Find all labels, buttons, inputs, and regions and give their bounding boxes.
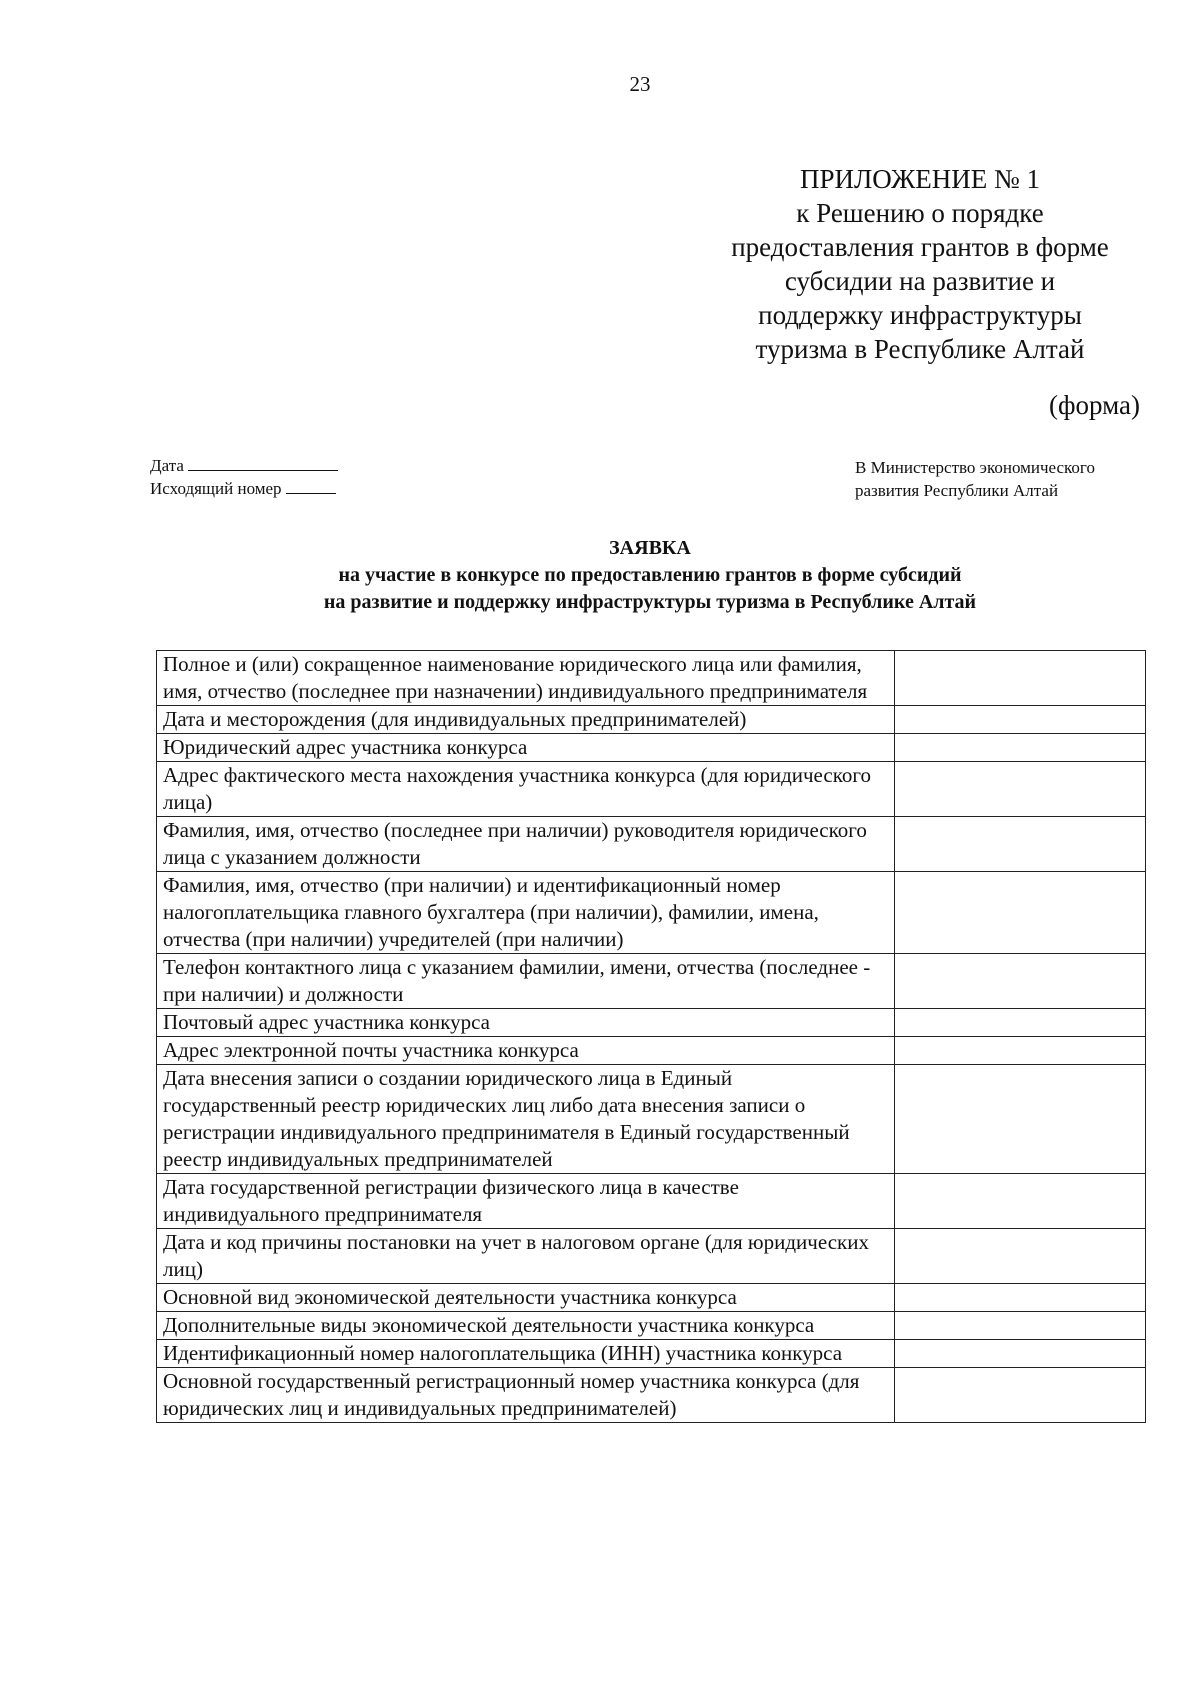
field-value-cell[interactable] (895, 1009, 1146, 1037)
field-value-cell[interactable] (895, 651, 1146, 706)
application-form-table (156, 650, 1146, 1423)
field-value-cell[interactable] (895, 762, 1146, 817)
recipient-line: развития Республики Алтай (855, 481, 1059, 500)
field-label: Идентификационный номер налогоплательщика (ИНН) участника конкурса (157, 1340, 895, 1368)
field-label: Основной государственный регистрационный номер участника конкурса (для юридических лиц и индивидуальных предпринимателей) (157, 1368, 895, 1423)
outgoing-number-label: Исходящий номер (150, 479, 282, 498)
page-number: 23 (629, 72, 651, 96)
table-row (157, 1312, 1146, 1340)
field-label: Дата государственной регистрации физического лица в качестве индивидуального предпринимателя (157, 1174, 895, 1229)
title-heading: ЗАЯВКА (609, 537, 691, 559)
field-value-cell[interactable] (895, 1229, 1146, 1284)
field-value-cell[interactable] (895, 734, 1146, 762)
table-row (157, 651, 1146, 706)
field-label: Адрес фактического места нахождения участника конкурса (для юридического лица) (157, 762, 895, 817)
table-row (157, 1174, 1146, 1229)
appendix-line: ПРИЛОЖЕНИЕ № 1 (799, 164, 1041, 194)
table-row (157, 1065, 1146, 1174)
field-value-cell[interactable] (895, 1312, 1146, 1340)
appendix-line: субсидии на развитие и (784, 266, 1056, 296)
table-row (157, 762, 1146, 817)
date-blank-line[interactable] (188, 454, 338, 471)
field-value-cell[interactable] (895, 1284, 1146, 1312)
appendix-line: поддержку инфраструктуры (758, 300, 1082, 330)
appendix-line: туризма в Республике Алтай (755, 334, 1085, 364)
field-value-cell[interactable] (895, 1037, 1146, 1065)
recipient-block (855, 456, 1095, 502)
table-row (157, 1009, 1146, 1037)
outgoing-number-field[interactable] (150, 477, 338, 500)
field-label: Фамилия, имя, отчество (последнее при наличии) руководителя юридического лица с указанием должности (157, 817, 895, 872)
document-title (200, 535, 1100, 616)
field-label: Юридический адрес участника конкурса (157, 734, 895, 762)
table-row (157, 1037, 1146, 1065)
table-row (157, 706, 1146, 734)
field-label: Телефон контактного лица с указанием фамилии, имени, отчества (последнее - при наличии) и должности (157, 954, 895, 1009)
field-label: Дата и месторождения (для индивидуальных предпринимателей) (157, 706, 895, 734)
field-value-cell[interactable] (895, 872, 1146, 954)
field-label: Почтовый адрес участника конкурса (157, 1009, 895, 1037)
field-label: Дата и код причины постановки на учет в налоговом органе (для юридических лиц) (157, 1229, 895, 1284)
field-value-cell[interactable] (895, 1065, 1146, 1174)
date-field[interactable] (150, 454, 338, 477)
field-label: Основной вид экономической деятельности участника конкурса (157, 1284, 895, 1312)
field-label: Фамилия, имя, отчество (при наличии) и идентификационный номер налогоплательщика главного бухгалтера (при наличии), фамилии, имена, отчества (при наличии) учредителей (при наличии) (157, 872, 895, 954)
field-value-cell[interactable] (895, 954, 1146, 1009)
table-row (157, 734, 1146, 762)
field-value-cell[interactable] (895, 1340, 1146, 1368)
field-label: Адрес электронной почты участника конкурса (157, 1037, 895, 1065)
recipient-line: В Министерство экономического (855, 458, 1095, 477)
form-label: (форма) (1049, 390, 1140, 420)
appendix-line: предоставления грантов в форме (731, 232, 1109, 262)
date-label: Дата (150, 456, 184, 475)
appendix-line: к Решению о порядке (796, 198, 1044, 228)
field-label: Дата внесения записи о создании юридического лица в Единый государственный реестр юридических лиц либо дата внесения записи о регистрации индивидуального предпринимателя в Единый государственный реестр индивидуальных предпринимателей (157, 1065, 895, 1174)
table-row (157, 817, 1146, 872)
table-row (157, 1340, 1146, 1368)
appendix-header (720, 162, 1120, 366)
title-line: на развитие и поддержку инфраструктуры туризма в Республике Алтай (323, 591, 977, 613)
table-row (157, 1229, 1146, 1284)
field-value-cell[interactable] (895, 1174, 1146, 1229)
field-label: Полное и (или) сокращенное наименование юридического лица или фамилия, имя, отчество (последнее при назначении) индивидуального предпринимателя (157, 651, 895, 706)
table-row (157, 954, 1146, 1009)
table-row (157, 1368, 1146, 1423)
field-value-cell[interactable] (895, 706, 1146, 734)
field-label: Дополнительные виды экономической деятельности участника конкурса (157, 1312, 895, 1340)
table-row (157, 872, 1146, 954)
field-value-cell[interactable] (895, 817, 1146, 872)
title-line: на участие в конкурсе по предоставлению грантов в форме субсидий (338, 564, 962, 586)
date-and-number-block (150, 454, 338, 500)
outgoing-number-blank-line[interactable] (286, 477, 336, 494)
table-row (157, 1284, 1146, 1312)
field-value-cell[interactable] (895, 1368, 1146, 1423)
